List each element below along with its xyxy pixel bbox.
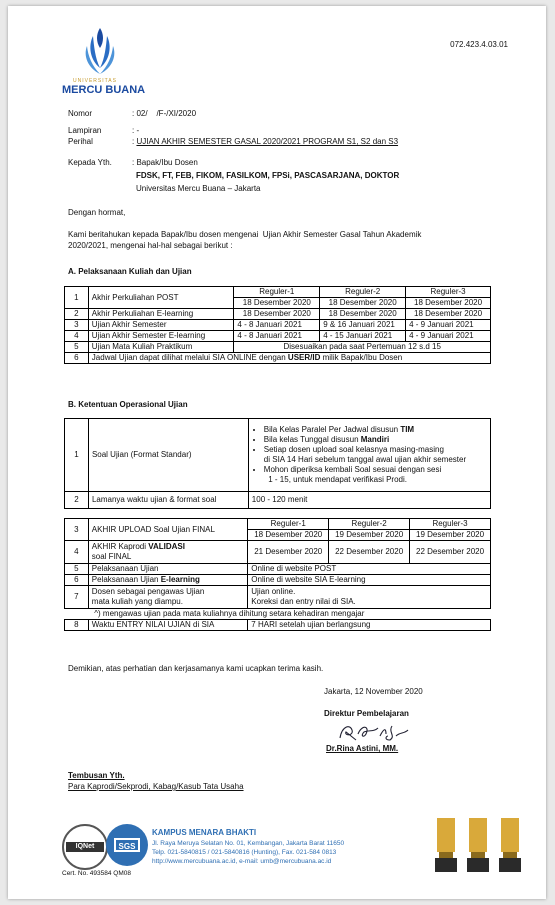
cell-date: 9 & 16 Januari 2021 — [320, 320, 406, 331]
logo-wordmark: MERCU BUANA — [62, 84, 146, 96]
cell-date: 18 Desember 2020 — [406, 309, 491, 320]
row-note: Jadwal Ujian dapat dilihat melalui SIA ONLINE dengan USER/ID milik Bapak/Ibu Dosen — [88, 353, 490, 364]
cell-date: 4 - 9 Januari 2021 — [406, 331, 491, 342]
greeting: Dengan hormat, — [68, 208, 126, 217]
header-reguler-2: Reguler-2 — [329, 519, 410, 530]
header-reguler-2: Reguler-2 — [320, 287, 406, 298]
bullet-item: • Mohon diperiksa kembali Soal sesuai dengan sesi 1 - 15, untuk mendapat verifikasi Prodi. — [264, 465, 487, 485]
cell-date: 21 Desember 2020 — [248, 541, 329, 564]
row-no: 1 — [65, 419, 89, 492]
logo-emblem-icon — [63, 24, 138, 79]
row-value: 100 - 120 menit — [248, 492, 490, 509]
closing-text: Demikian, atas perhatian dan kerjasamanya kami ucapkan terima kasih. — [68, 664, 324, 673]
cell-date: 4 - 15 Januari 2021 — [320, 331, 406, 342]
row-label: Pelaksanaan Ujian E-learning — [88, 575, 248, 586]
row-label: Pelaksanaan Ujian — [88, 564, 248, 575]
kepada-label: Kepada Yth. — [68, 158, 112, 167]
cert-number: Cert. No. 493584 QM08 — [62, 870, 132, 877]
schedule-table — [64, 286, 491, 364]
header-reguler-3: Reguler-3 — [406, 287, 491, 298]
row-no: 5 — [65, 342, 89, 353]
header-reguler-1: Reguler-1 — [234, 287, 320, 298]
cell-date: 4 - 8 Januari 2021 — [234, 320, 320, 331]
cell-date: 18 Desember 2020 — [248, 530, 329, 541]
row-no: 6 — [65, 353, 89, 364]
iqnet-badge — [62, 824, 108, 870]
cell-date: 18 Desember 2020 — [320, 309, 406, 320]
row-no: 4 — [65, 541, 89, 564]
logo-small-text: UNIVERSITAS — [73, 78, 117, 84]
row-no: 2 — [65, 492, 89, 509]
perihal-label: Perihal — [68, 137, 93, 146]
kepada-value: : Bapak/Ibu Dosen — [132, 158, 198, 167]
row-value: Ujian online. Koreksi dan entry nilai di SIA. — [248, 586, 491, 609]
row-footnote: ^) mengawas ujian pada mata kuliahnya dihitung setara kehadiran mengajar — [94, 609, 365, 618]
cell-date: 18 Desember 2020 — [234, 298, 320, 309]
row-no: 5 — [65, 564, 89, 575]
rules-table-1 — [64, 418, 491, 509]
bullet-item: • Setiap dosen upload soal kelasnya masing-masing di SIA 14 Hari sebelum tanggal awal ujian akhir semester — [264, 445, 487, 465]
letter-page: 072.423.4.03.01 UNIVERSITAS MERCU BUANA Nomor : 02/ /F-/XI/2020 Lampiran : - Perihal : UJIAN AKHIR SEMESTER GASAL 2020/2021 PROGRAM S1, S2 dan S3 Kepada Yth. : Bapak/Ibu Dosen FDSK, FT, FEB, FIKOM, FASILKOM, FPSi, PASCASARJANA, DOKTOR Universitas Mercu Buana – Jakarta Dengan hormat, Kami beritahukan kepada Bapak/Ibu dosen mengenai Ujian Akhir Semester Gasal Tahun Akademik 2020/2021, mengenai hal-hal sebagai berikut : A. Pelaksanaan Kuliah dan Ujian 1 Akhir Perkuliahan POST Reguler-1 Reguler-2 Reguler-3 18 Desember 2020 18 Desember 2020 18 Desember 2020 2 Akhir Perkuliahan E-learning 18 Desember 2020 18 Desember 2020 18 Desember 2020 3 Ujian Akhir Semester 4 - 8 Januari 2021 9 & 16 Januari 2021 4 - 9 Januari 2021 4 Ujian Akhir Semester E-learning 4 - 8 Januari 2021 4 - 15 Januari 2021 4 - 9 Januari 2021 5 Ujian Mata Kuliah Praktikum Disesuaikan pada saat Pertemuan 12 s.d 15 6 Jadwal Ujian dapat dilihat melalui SIA ONLINE dengan USER/ID milik Bapak/Ibu Dosen B. Ketentuan Operasional Ujian 1 Soal Ujian (Format Standar) • Bila Kelas Paralel Per Jadwal disusun TIM • Bila kelas Tunggal disusun Mandiri • Setiap dosen upload soal kelasnya masing-masing di SIA 14 Hari sebelum tanggal awal ujian akhir semester • Mohon diperiksa kembali Soal sesuai dengan sesi 1 - 15, untuk mendapat verifikasi Prodi. 2 Lamanya waktu ujian & format soal 100 - 120 menit 3 AKHIR UPLOAD Soal Ujian FINAL Reguler-1 Reguler-2 Reguler-3 18 Desember 2020 19 Desember 2020 19 Desember 2020 4 AKHIR Kaprodi VALIDASI soal FINAL 21 Desember 2020 22 Desember 2020 22 Desember 2020 5 Pelaksanaan Ujian Online di website POST 6 Pelaksanaan Ujian E-learning Online di website SIA E-learning 7 Dosen sebagai pengawas Ujian mata kuliah yang diampu. Ujian online. Koreksi dan entry nilai di SIA. ^) mengawas ujian pada mata kuliahnya dihitung setara kehadiran mengajar 8 Waktu ENTRY NILAI UJIAN di SIA 7 HARI setelah ujian berlangsung Demikian, atas perhatian dan kerjasamanya kami ucapkan terima kasih. Jakarta, 12 November 2020 Direktur Pembelajaran Dr.Rina Astini, MM. Tembusan Yth. Para Kaprodi/Sekprodi, Kabag/Kasub Tata Usaha IQNet SGS Cert. No. 493584 QM08 KAMPUS MENARA BHAKTI Jl. Raya Meruya Selatan No. 01, Kembangan, Jakarta Barat 11650 Telp. 021-5840815 / 021-5840816 (Hunting), Fax. 021-584 0813 http://www.mercubuana.ac.id, e-mail: umb@mercubuana.ac.id — [8, 6, 546, 899]
bullet-item: • Bila kelas Tunggal disusun Mandiri — [264, 435, 487, 445]
signer-name: Dr.Rina Astini, MM. — [326, 744, 399, 753]
row-label: Ujian Akhir Semester E-learning — [88, 331, 234, 342]
row-no: 3 — [65, 320, 89, 331]
perihal-value: UJIAN AKHIR SEMESTER GASAL 2020/2021 PROGRAM S1, S2 dan S3 — [136, 137, 399, 146]
cell-date: 18 Desember 2020 — [320, 298, 406, 309]
lampiran-value: : - — [132, 126, 140, 135]
row-label: Soal Ujian (Format Standar) — [88, 419, 248, 492]
header-reguler-1: Reguler-1 — [248, 519, 329, 530]
row-label: Lamanya waktu ujian & format soal — [88, 492, 248, 509]
row-no: 3 — [65, 519, 89, 541]
sgs-badge — [106, 824, 148, 866]
campus-name: KAMPUS MENARA BHAKTI — [152, 828, 257, 837]
cell-date: 19 Desember 2020 — [329, 530, 410, 541]
row-label: Ujian Mata Kuliah Praktikum — [88, 342, 234, 353]
row-value: 7 HARI setelah ujian berlangsung — [248, 620, 491, 631]
row-label: Dosen sebagai pengawas Ujian mata kuliah yang diampu. — [88, 586, 248, 609]
section-a-title: A. Pelaksanaan Kuliah dan Ujian — [68, 267, 192, 276]
signature-icon — [334, 718, 414, 744]
document-number: 072.423.4.03.01 — [450, 40, 508, 49]
cell-date: 18 Desember 2020 — [234, 309, 320, 320]
university-logo — [62, 24, 146, 96]
bullet-list — [248, 419, 490, 492]
row-label: Waktu ENTRY NILAI UJIAN di SIA — [88, 620, 248, 631]
row-label: Akhir Perkuliahan POST — [88, 287, 234, 309]
kepada-university: Universitas Mercu Buana – Jakarta — [136, 184, 261, 193]
campus-address: Jl. Raya Meruya Selatan No. 01, Kembangan, Jakarta Barat 11650 — [152, 840, 345, 847]
sgs-label: SGS — [114, 838, 140, 852]
row-label: Ujian Akhir Semester — [88, 320, 234, 331]
row-no: 1 — [65, 287, 89, 309]
cell-date: 18 Desember 2020 — [406, 298, 491, 309]
signer-title: Direktur Pembelajaran — [324, 709, 409, 718]
rules-table-2 — [64, 518, 491, 631]
header-reguler-3: Reguler-3 — [410, 519, 491, 530]
row-value: Online di website SIA E-learning — [248, 575, 491, 586]
iqnet-label: IQNet — [66, 842, 104, 852]
campus-web: http://www.mercubuana.ac.id, e-mail: umb@mercubuana.ac.id — [152, 858, 332, 865]
row-no: 2 — [65, 309, 89, 320]
cell-date: 4 - 9 Januari 2021 — [406, 320, 491, 331]
trophies-icon — [433, 814, 533, 883]
cell-date: 22 Desember 2020 — [329, 541, 410, 564]
row-no: 6 — [65, 575, 89, 586]
row-label: Akhir Perkuliahan E-learning — [88, 309, 234, 320]
row-value: Online di website POST — [248, 564, 491, 575]
intro-line-2: 2020/2021, mengenai hal-hal sebagai berikut : — [68, 241, 233, 250]
lampiran-label: Lampiran — [68, 126, 102, 135]
row-label: AKHIR Kaprodi VALIDASI soal FINAL — [88, 541, 248, 564]
campus-phone: Telp. 021-5840815 / 021-5840816 (Hunting), Fax. 021-584 0813 — [152, 849, 337, 856]
row-label: AKHIR UPLOAD Soal Ujian FINAL — [88, 519, 248, 541]
nomor-value: : 02/ /F-/XI/2020 — [132, 109, 197, 118]
row-no: 8 — [65, 620, 89, 631]
cell-date: 4 - 8 Januari 2021 — [234, 331, 320, 342]
row-no: 7 — [65, 586, 89, 609]
row-no: 4 — [65, 331, 89, 342]
cell-date: 19 Desember 2020 — [410, 530, 491, 541]
cell-span: Disesuaikan pada saat Pertemuan 12 s.d 15 — [234, 342, 491, 353]
cc-title: Tembusan Yth. — [68, 771, 125, 780]
nomor-label: Nomor — [68, 109, 93, 118]
section-b-title: B. Ketentuan Operasional Ujian — [68, 400, 188, 409]
kepada-faculty: FDSK, FT, FEB, FIKOM, FASILKOM, FPSi, PASCASARJANA, DOKTOR — [136, 171, 400, 180]
place-date: Jakarta, 12 November 2020 — [324, 687, 423, 696]
intro-line-1: Kami beritahukan kepada Bapak/Ibu dosen mengenai Ujian Akhir Semester Gasal Tahun Akademik — [68, 230, 422, 239]
bullet-item: • Bila Kelas Paralel Per Jadwal disusun TIM — [264, 425, 487, 435]
cell-date: 22 Desember 2020 — [410, 541, 491, 564]
cc-line: Para Kaprodi/Sekprodi, Kabag/Kasub Tata Usaha — [68, 782, 244, 791]
